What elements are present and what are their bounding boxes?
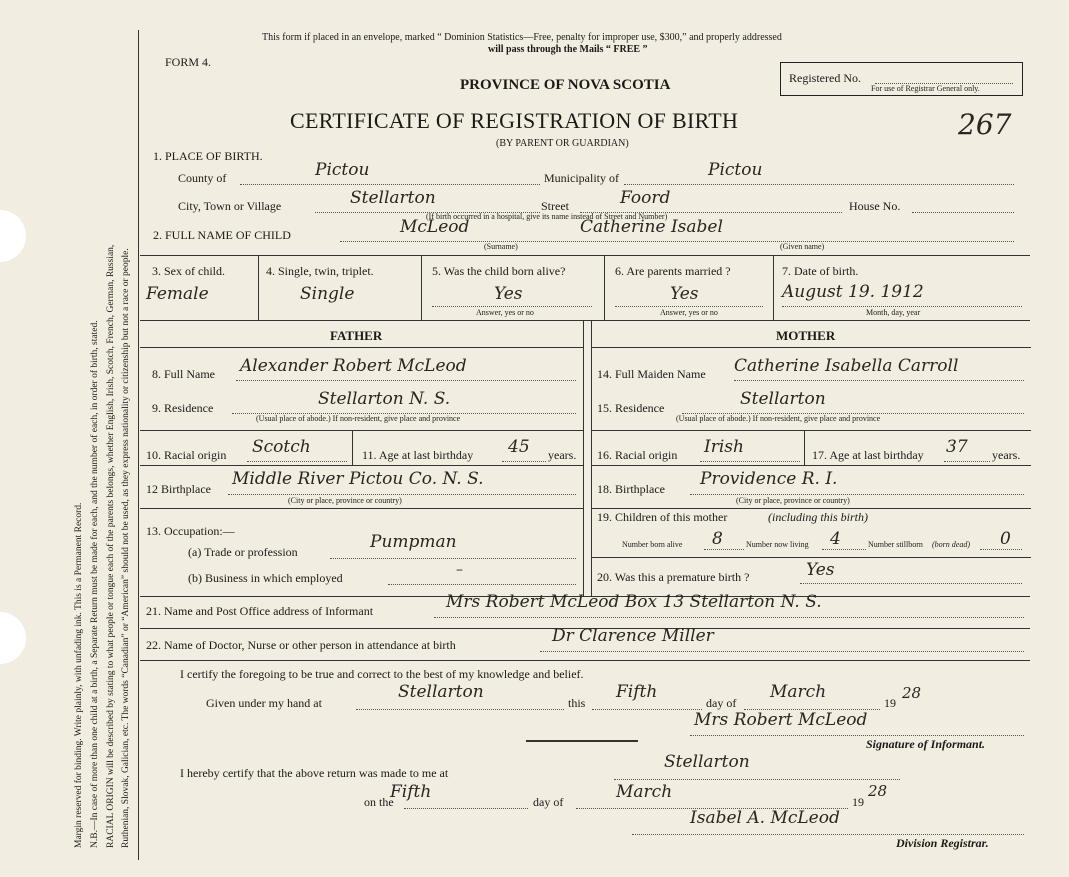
margin-note-binding: Margin reserved for binding. Write plainly, with unfading ink. This is a Permanent Record. [74, 502, 84, 848]
plurality-value: Single [300, 284, 355, 304]
father-name-label: 8. Full Name [152, 367, 215, 381]
informant-label: 21. Name and Post Office address of Informant [146, 604, 374, 618]
now-living-label: Number now living [746, 540, 809, 549]
hospital-note: (If birth occurred in a hospital, give its name instead of Street and Number) [426, 212, 668, 221]
registrar-use-note: For use of Registrar General only. [871, 84, 980, 93]
given-year-prefix: 19 [884, 696, 896, 710]
on-the-label: on the [364, 795, 394, 809]
father-racial-label: 10. Racial origin [146, 448, 227, 462]
occupation-label: 13. Occupation:— [146, 524, 235, 538]
mother-residence-value: Stellarton [740, 389, 826, 409]
stillborn-value: 0 [1000, 529, 1011, 549]
children-note: (including this birth) [768, 510, 868, 524]
given-under-label: Given under my hand at [206, 696, 322, 710]
trade-label: (a) Trade or profession [188, 545, 298, 559]
certificate-subtitle: (BY PARENT OR GUARDIAN) [496, 138, 629, 149]
father-age-value: 45 [508, 437, 530, 457]
father-name-value: Alexander Robert McLeod [240, 356, 467, 376]
father-years-label: years. [548, 448, 577, 462]
now-living-value: 4 [830, 529, 841, 549]
certificate-title: CERTIFICATE OF REGISTRATION OF BIRTH [290, 108, 739, 133]
child-name-label: 2. FULL NAME OF CHILD [153, 228, 291, 242]
born-alive-label: 5. Was the child born alive? [432, 264, 566, 278]
given-day-of-label: day of [706, 696, 737, 710]
street-label: Street [541, 199, 569, 213]
business-label: (b) Business in which employed [188, 571, 343, 585]
margin-note-racial-origin: RACIAL ORIGIN will be described by stating to what people or tongue each of the parents belongs, whether English, Irish, Scotch, French, German, Russian, [106, 244, 116, 848]
mother-name-value: Catherine Isabella Carroll [734, 356, 959, 376]
this-label: this [568, 696, 586, 710]
county-label: County of [178, 171, 227, 185]
postal-notice-free: will pass through the Mails “ FREE ” [488, 44, 648, 55]
mother-racial-value: Irish [704, 437, 744, 457]
house-no-label: House No. [849, 199, 901, 213]
stillborn-label: Number stillborn [868, 540, 923, 549]
mother-years-label: years. [992, 448, 1021, 462]
registrar-month-value: March [616, 782, 673, 802]
mother-birthplace-value: Providence R. I. [700, 469, 838, 489]
registered-no-box [780, 62, 1023, 96]
mother-residence-caption: (Usual place of abode.) If non-resident, give place and province [676, 414, 881, 423]
born-alive-count-label: Number born alive [622, 540, 683, 549]
informant-value: Mrs Robert McLeod Box 13 Stellarton N. S. [446, 592, 822, 612]
mother-birthplace-caption: (City or place, province or country) [736, 496, 850, 505]
registrar-day-of-label: day of [533, 795, 564, 809]
city-label: City, Town or Village [178, 199, 282, 213]
mother-age-value: 37 [946, 437, 968, 457]
father-residence-label: 9. Residence [152, 401, 214, 415]
child-surname-value: McLeod [400, 217, 470, 237]
postal-notice: This form if placed in an envelope, marked “ Dominion Statistics—Free, penalty for improper use, $300,” and properly addressed [262, 32, 782, 43]
premature-label: 20. Was this a premature birth ? [597, 570, 750, 584]
father-birthplace-caption: (City or place, province or country) [288, 496, 402, 505]
father-residence-value: Stellarton N. S. [318, 389, 451, 409]
parents-married-caption: Answer, yes or no [660, 308, 718, 317]
premature-value: Yes [806, 560, 835, 580]
date-of-birth-caption: Month, day, year [866, 308, 921, 317]
mother-age-label: 17. Age at last birthday [812, 448, 924, 462]
father-birthplace-value: Middle River Pictou Co. N. S. [232, 469, 484, 489]
registrar-caption: Division Registrar. [896, 836, 989, 850]
province-heading: PROVINCE OF NOVA SCOTIA [460, 77, 671, 93]
sex-value: Female [146, 284, 209, 304]
mother-residence-label: 15. Residence [597, 401, 665, 415]
binding-margin-line [138, 30, 139, 860]
surname-caption: (Surname) [484, 242, 518, 251]
father-birthplace-label: 12 Birthplace [146, 482, 211, 496]
registrar-statement: I hereby certify that the above return was made to me at [180, 766, 449, 780]
children-label: 19. Children of this mother [597, 510, 728, 524]
date-of-birth-label: 7. Date of birth. [782, 264, 859, 278]
registrar-year-value: 28 [868, 782, 888, 800]
handwritten-register-number: 267 [958, 108, 1012, 141]
registrar-year-prefix: 19 [852, 795, 864, 809]
doctor-label: 22. Name of Doctor, Nurse or other person in attendance at birth [146, 638, 456, 652]
plurality-label: 4. Single, twin, triplet. [266, 264, 374, 278]
born-alive-count-value: 8 [712, 529, 723, 549]
parents-married-label: 6. Are parents married ? [615, 264, 731, 278]
county-value: Pictou [315, 160, 370, 180]
given-year-value: 28 [902, 684, 922, 702]
informant-signature: Mrs Robert McLeod [694, 710, 868, 730]
mother-birthplace-label: 18. Birthplace [597, 482, 665, 496]
father-racial-value: Scotch [252, 437, 311, 457]
mother-racial-label: 16. Racial origin [597, 448, 678, 462]
born-alive-caption: Answer, yes or no [476, 308, 534, 317]
given-month-value: March [770, 682, 827, 702]
margin-note-racial-origin-cont: Ruthenian, Slovak, Galician, etc. The words “Canadian” or “American” should not be used, as they express nationality or citizenship but not a race or people. [121, 248, 131, 848]
trade-value: Pumpman [370, 532, 457, 552]
mother-name-label: 14. Full Maiden Name [597, 367, 706, 381]
born-alive-value: Yes [494, 284, 523, 304]
place-of-birth-label: 1. PLACE OF BIRTH. [153, 149, 263, 163]
father-age-label: 11. Age at last birthday [362, 448, 474, 462]
business-value: – [456, 562, 463, 578]
separator-rule [526, 740, 638, 742]
mother-heading: MOTHER [776, 328, 836, 343]
given-name-caption: (Given name) [780, 242, 825, 251]
registrar-place-value: Stellarton [664, 752, 750, 772]
doctor-value: Dr Clarence Miller [552, 626, 714, 646]
punch-hole [0, 612, 26, 664]
form-number: FORM 4. [165, 55, 212, 69]
given-day-value: Fifth [616, 682, 658, 702]
margin-note-multiple-births: N.B.—In case of more than one child at a birth, a Separate Return must be made for each, and the number of each, in order of birth, stated. [90, 320, 100, 848]
registered-no-label: Registered No. [789, 71, 861, 85]
street-value: Foord [620, 188, 671, 208]
municipality-value: Pictou [708, 160, 763, 180]
father-heading: FATHER [330, 328, 383, 343]
date-of-birth-value: August 19. 1912 [782, 282, 924, 302]
city-value: Stellarton [350, 188, 436, 208]
parents-married-value: Yes [670, 284, 699, 304]
sex-label: 3. Sex of child. [152, 264, 225, 278]
registrar-signature: Isabel A. McLeod [690, 808, 840, 828]
informant-signature-caption: Signature of Informant. [866, 737, 986, 751]
child-given-name-value: Catherine Isabel [580, 217, 723, 237]
given-place-value: Stellarton [398, 682, 484, 702]
certification-statement: I certify the foregoing to be true and correct to the best of my knowledge and belief. [180, 667, 584, 681]
punch-hole [0, 210, 26, 262]
stillborn-note: (born dead) [932, 540, 970, 549]
municipality-label: Municipality of [544, 171, 619, 185]
registrar-day-value: Fifth [390, 782, 432, 802]
father-residence-caption: (Usual place of abode.) If non-resident, give place and province [256, 414, 461, 423]
